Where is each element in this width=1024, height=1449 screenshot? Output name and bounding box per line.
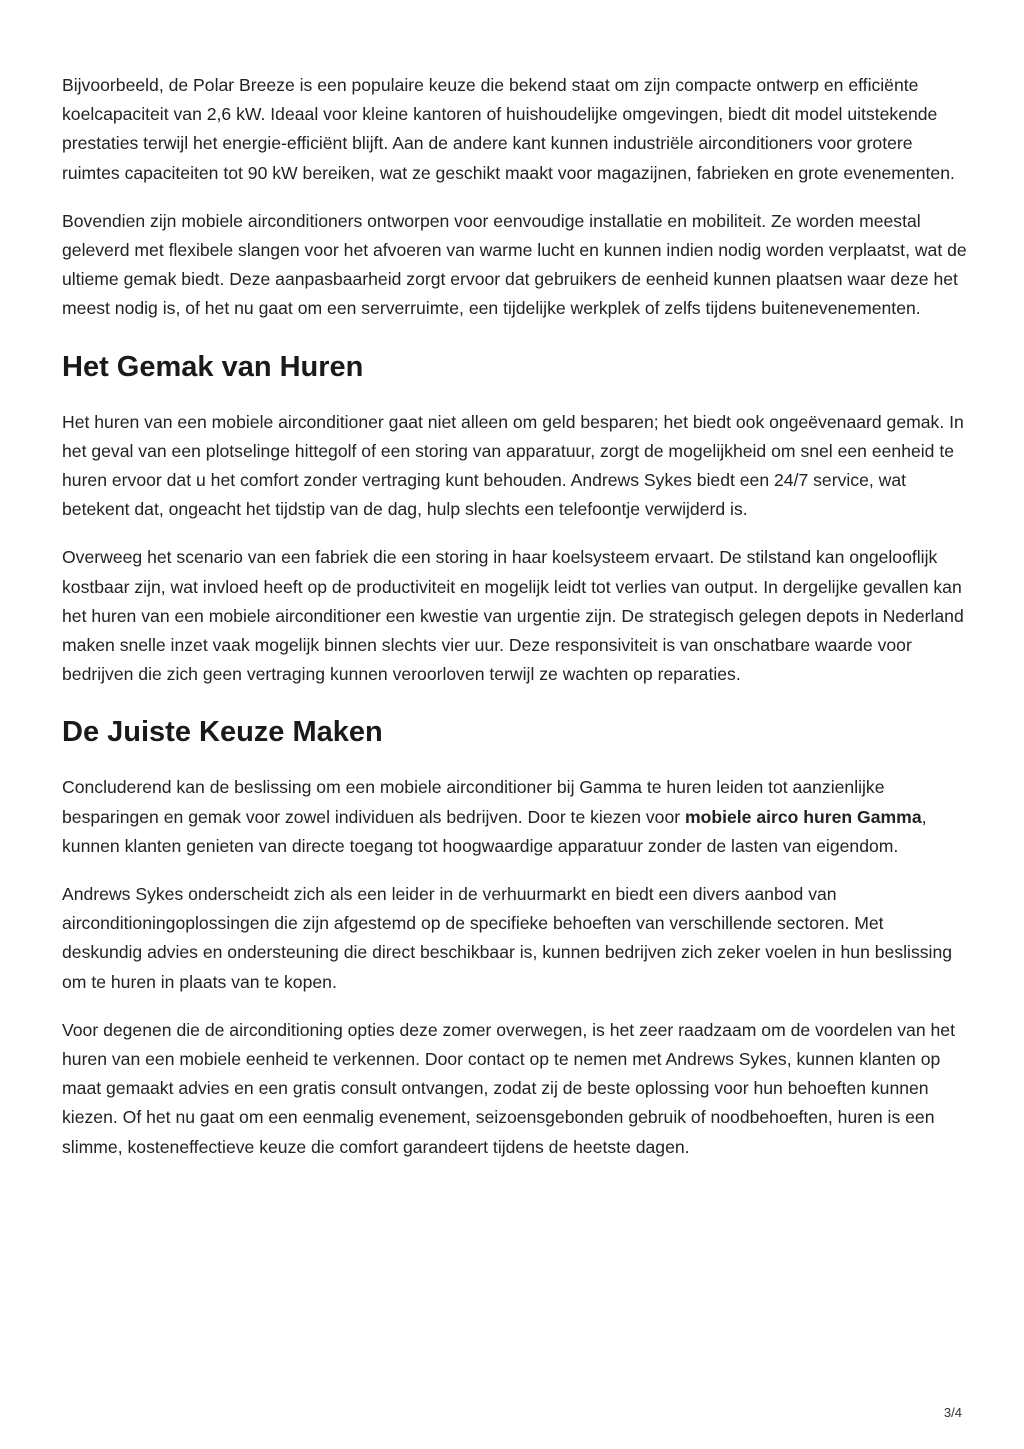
choice-paragraph-2: Andrews Sykes onderscheidt zich als een leider in de verhuurmarkt en biedt een divers aanbod van airconditioningoplossingen die zijn afgestemd op de specifieke behoeften van verschillende sectoren. Met deskundig advies en ondersteuning die direct beschikbaar is, kunnen bedrijven zich zeker voelen in hun beslissing om te huren in plaats van te kopen. <box>62 884 953 992</box>
intro-paragraph-2: Bovendien zijn mobiele airconditioners ontworpen voor eenvoudige installatie en mobiliteit. Ze worden meestal geleverd met flexibele slangen voor het afvoeren van warme lucht en kunnen indien nodig worden verplaatst, wat de ultieme gemak biedt. Deze aanpasbaarheid zorgt ervoor dat gebruikers de eenheid kunnen plaatsen waar deze het meest nodig is, of het nu gaat om een serverruimte, een tijdelijke werkplek of zelfs tijdens buitenevenementen. <box>62 210 967 319</box>
renting-paragraph-2: Overweeg het scenario van een fabriek die een storing in haar koelsysteem ervaart. De stilstand kan ongelooflijk kostbaar zijn, wat invloed heeft op de productiviteit en mogelijk leidt tot verlies van output. In dergelijke gevallen kan het huren van een mobiele airconditioner een kwestie van urgentie zijn. De strategisch gelegen depots in Nederland maken snelle inzet vaak mogelijk binnen slechts vier uur. Deze responsiviteit is van onschatbare waarde voor bedrijven die zich geen vertraging kunnen veroorloven terwijl ze wachten op reparaties. <box>62 547 964 685</box>
section-heading-choice: De Juiste Keuze Maken <box>62 716 383 749</box>
renting-paragraph-1: Het huren van een mobiele airconditioner gaat niet alleen om geld besparen; het biedt ook ongeëvenaard gemak. In het geval van een plotselinge hittegolf of een storing van apparatuur, zorgt de mogelijkheid om snel een eenheid te huren ervoor dat u het comfort zonder vertraging kunt behouden. Andrews Sykes biedt een 24/7 service, wat betekent dat, ongeacht het tijdstip van de dag, hulp slechts een telefoontje verwijderd is. <box>62 411 964 520</box>
page-number: 3/4 <box>943 1405 962 1420</box>
choice-paragraph-1-start: Concluderend kan de beslissing om een mobiele airconditioner bij Gamma te huren leiden tot aanzienlijke besparingen en gemak voor zowel individuen als bedrijven. Door te kiezen voor <box>62 777 885 827</box>
keyword-link: mobiele airco huren Gamma <box>684 806 922 827</box>
section-heading-renting: Het Gemak van Huren <box>62 350 364 383</box>
intro-paragraph-1: Bijvoorbeeld, de Polar Breeze is een populaire keuze die bekend staat om zijn compacte ontwerp en efficiënte koelcapaciteit van 2,6 kW. Ideaal voor kleine kantoren of huishoudelijke omgevingen, biedt dit model uitstekende prestaties terwijl het energie-efficiënt blijft. Aan de andere kant kunnen industriële airconditioners voor grotere ruimtes capaciteiten tot 90 kW bereiken, wat ze geschikt maakt voor magazijnen, fabrieken en grote evenementen. <box>62 75 955 183</box>
choice-paragraph-1 <box>62 773 968 861</box>
document-page <box>62 71 968 1181</box>
choice-paragraph-1-end: , kunnen klanten genieten van directe toegang tot hoogwaardige apparatuur zonder de lasten van eigendom. <box>62 806 927 856</box>
choice-paragraph-3: Voor degenen die de airconditioning opties deze zomer overwegen, is het zeer raadzaam om de voordelen van het huren van een mobiele eenheid te verkennen. Door contact op te nemen met Andrews Sykes, kunnen klanten op maat gemaakt advies en een gratis consult ontvangen, zodat zij de beste oplossing voor hun behoeften kunnen kiezen. Of het nu gaat om een eenmalig evenement, seizoensgebonden gebruik of noodbehoeften, huren is een slimme, kosteneffectieve keuze die comfort garandeert tijdens de heetste dagen. <box>62 1019 955 1157</box>
